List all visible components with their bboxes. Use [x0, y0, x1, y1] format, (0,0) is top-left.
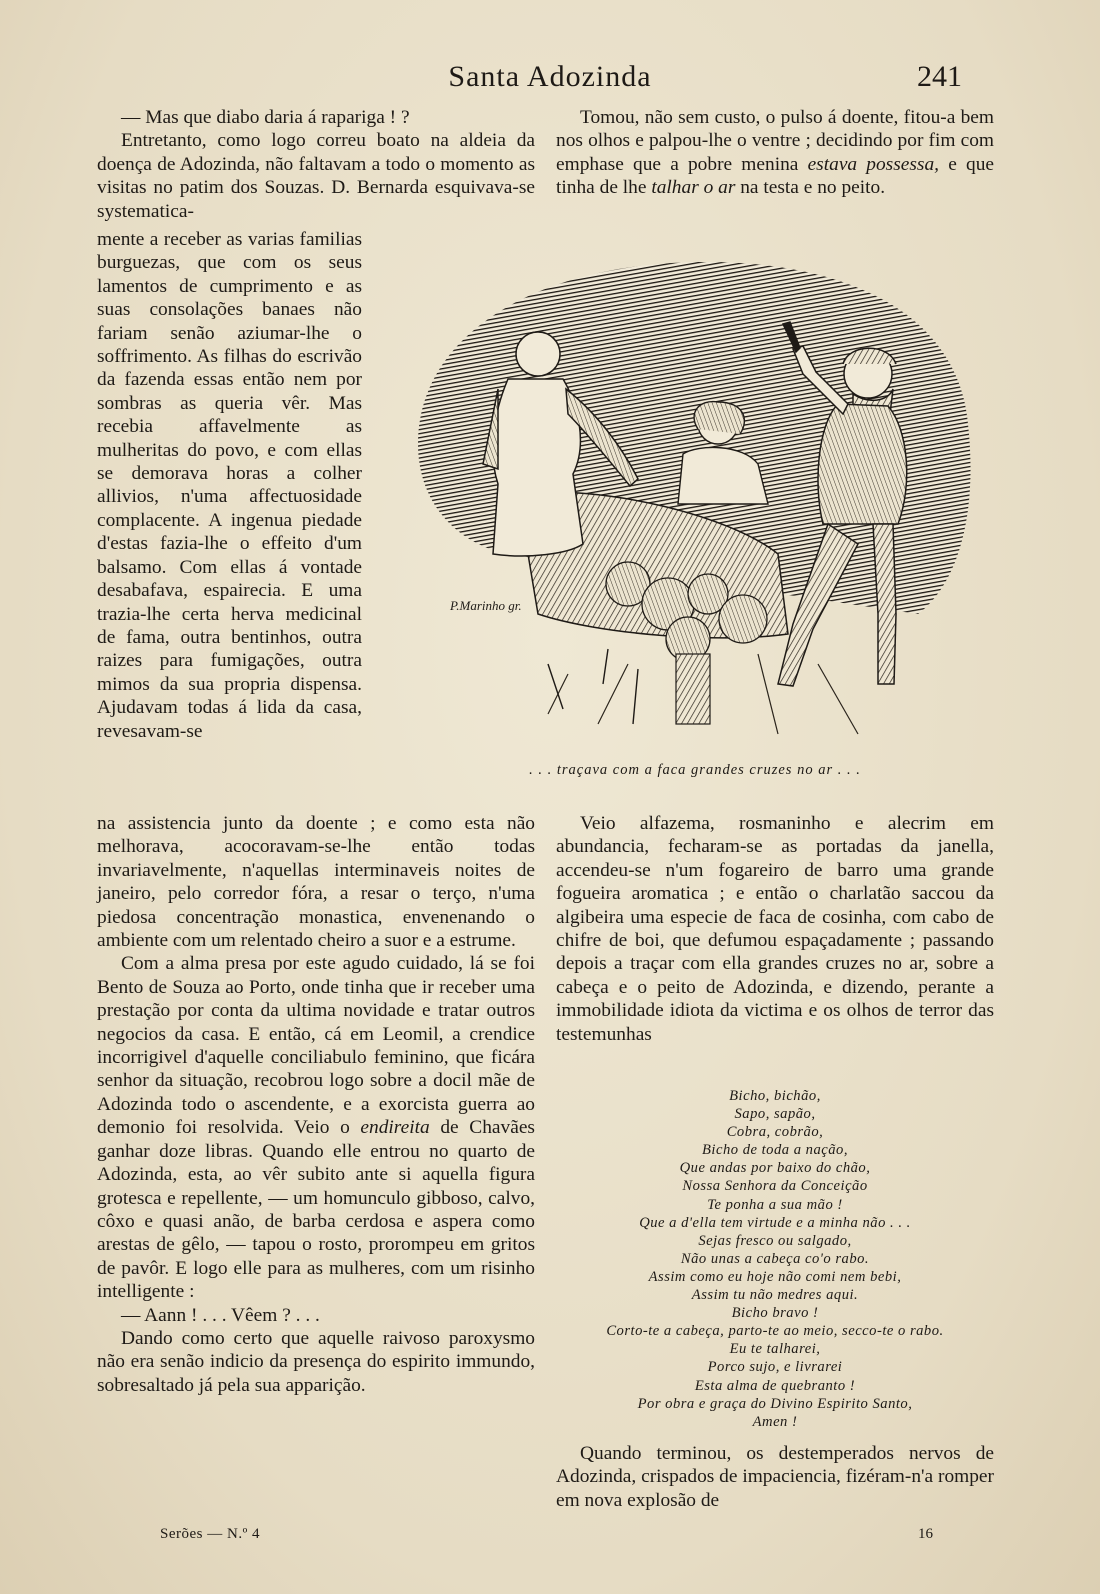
- left-column-top: [97, 106, 535, 223]
- footer-signature-mark: 16: [918, 1526, 933, 1542]
- poem-line: Esta alma de quebranto !: [694, 1377, 856, 1394]
- paragraph: Com a alma presa por este agudo cuidado, lá se foi Bento de Souza ao Porto, onde tinha que ir receber uma prestação por conta da ultima novidade e tratar outros negocios da casa. E então, cá em Leomil, a crendice incorrigivel d'aquelle conciliabulo feminino, que ficára senhor da situação, recobrou logo sobre a docil mãe de Adozinda todo o ascendente, e a exorcista guerra ao demonio foi resolvida. Veio o endireita de Chavães ganhar doze libras. Quando elle entrou no quarto de Adozinda, esta, ao vêr subito ante si aquella figura grotesca e repellente, — um homunculo gibboso, calvo, côxo e quasi anão, de barba cerdosa e aspera como arestas de gêlo, — tapou o rosto, prorompeu em gritos de pavôr. E logo elle para as mulheres, com um risinho intelligente :: [97, 953, 535, 1303]
- incantation-poem: [556, 1087, 994, 1431]
- paragraph: Tomou, não sem custo, o pulso á doente, fitou-a bem nos olhos e palpou-lhe o ventre ; decidindo por fim com emphase que a pobre menina estava possessa, e que tinha de lhe talhar o ar na testa e no peito.: [556, 107, 995, 199]
- poem-line: Assim como eu hoje não comi nem bebi,: [648, 1268, 902, 1285]
- poem-line: Sapo, sapão,: [734, 1106, 816, 1123]
- poem-line: Bicho, bichão,: [729, 1088, 821, 1104]
- footer-issue: Serões — N.º 4: [160, 1526, 260, 1542]
- poem-line: Porco sujo, e livrarei: [707, 1359, 843, 1376]
- left-column-wide: [97, 812, 535, 1397]
- poem-line: Assim tu não medres aqui.: [691, 1287, 859, 1304]
- illustration-signature: P.Marinho gr.: [450, 598, 522, 613]
- right-column-bottom: [556, 812, 994, 1046]
- poem-line: Não unas a cabeça co'o rabo.: [680, 1250, 870, 1267]
- paragraph: Veio alfazema, rosmaninho e alecrim em abundancia, fecharam-se as portadas da janella, accendeu-se n'um fogareiro de barro uma grande fogueira aromatica ; e então o charlatão saccou da algibeira uma especie de faca de cosinha, com cabo de chifre de boi, que defumou espaçadamente ; passando depois a traçar com ella grandes cruzes no ar, sobre a cabeça e o peito de Adozinda, e dizendo, perante a immobilidade idiota da victima e os olhos de terror das testemunhas: [556, 813, 994, 1045]
- left-column-narrow: [97, 228, 362, 743]
- poem-line: Nossa Senhora da Conceição: [682, 1178, 868, 1195]
- page-title: Santa Adozinda: [448, 60, 652, 93]
- page-number: 241: [917, 60, 962, 93]
- poem-line: Eu te talharei,: [729, 1341, 821, 1358]
- poem-line: Que a d'ella tem virtude e a minha não . . .: [639, 1214, 911, 1231]
- engraving-illustration: [398, 254, 994, 746]
- paragraph: mente a receber as varias familias burguezas, que com os seus lamentos de cumprimento e as suas consolações banaes não fariam senão aziumar-lhe o soffrimento. As filhas do escrivão da fazenda essas então nem por sombras as queria vêr. Mas recebia affavelmente as mulheritas do povo, e com ellas se demorava horas a colher allivios, n'uma affectuosidade complacente. A ingenua piedade d'estas fazia-lhe o effeito d'um balsamo. Com ellas á vontade desabafava, espairecia. E uma trazia-lhe certa herva medicinal de fama, outra bentinhos, outra raizes para fumigações, outra mimos da sua propria dispensa. Ajudavam todas á lida da casa, revesavam-se: [97, 229, 362, 742]
- poem-line: Amen !: [752, 1413, 798, 1430]
- poem-line: Corto-te a cabeça, parto-te ao meio, secco-te o rabo.: [606, 1323, 944, 1340]
- paragraph: Quando terminou, os destemperados nervos de Adozinda, crispados de impaciencia, fizéram-n'a romper em nova explosão de: [556, 1443, 994, 1511]
- poem-line: Por obra e graça do Divino Espirito Santo,: [637, 1395, 913, 1412]
- right-column-top: [556, 106, 994, 200]
- poem-line: Cobra, cobrão,: [726, 1124, 824, 1141]
- right-column-end: [556, 1442, 994, 1512]
- italic-term: endireita: [360, 1117, 430, 1139]
- paragraph: — Aann ! . . . Vêem ? . . .: [121, 1304, 320, 1326]
- poem-line: Que andas por baixo do chão,: [679, 1160, 871, 1177]
- poem-line: Sejas fresco ou salgado,: [698, 1232, 852, 1249]
- paragraph: Entretanto, como logo correu boato na aldeia da doença de Adozinda, não faltavam a todo o momento as visitas no patim dos Souzas. D. Bernarda esquivava-se systematica-: [97, 130, 535, 222]
- paragraph: na assistencia junto da doente ; e como esta não melhorava, acocoravam-se-lhe então todas invariavelmente, n'aquellas interminaveis noites de janeiro, pelo corredor fóra, a resar o terço, n'uma piedosa concentração monastica, envenenando o ambiente com um relentado cheiro a suor e a estrume.: [97, 813, 535, 952]
- paragraph: Dando como certo que aquelle raivoso paroxysmo não era senão indicio da presença do espirito immundo, sobresaltado já pela sua apparição.: [97, 1327, 535, 1396]
- paragraph: — Mas que diabo daria á rapariga ! ?: [121, 107, 410, 128]
- poem-line: Bicho de toda a nação,: [702, 1142, 848, 1159]
- poem-line: Bicho bravo !: [731, 1305, 819, 1322]
- illustration-caption: . . . traçava com a faca grandes cruzes no ar . . .: [529, 762, 861, 778]
- poem-line: Te ponha a sua mão !: [707, 1196, 843, 1213]
